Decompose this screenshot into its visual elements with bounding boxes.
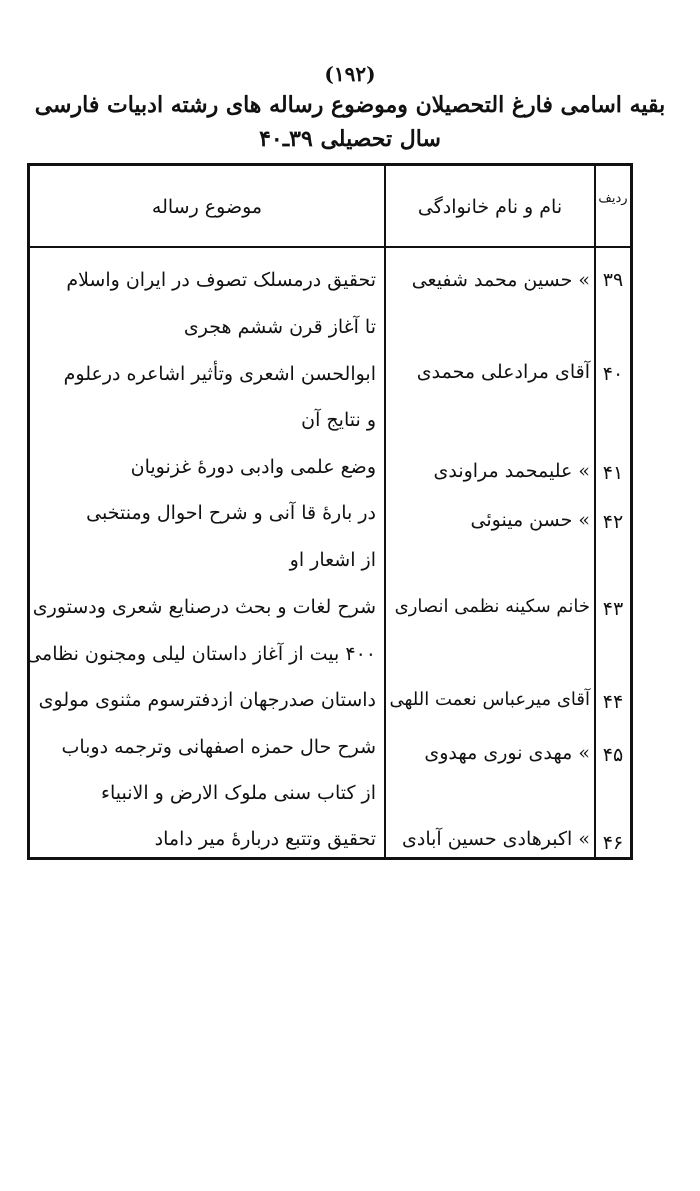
row-subject-line: و نتایج آن (301, 409, 376, 431)
page-number: (۱۹۲) (324, 62, 376, 86)
header-subject: موضوع رساله (151, 196, 263, 218)
row-subject-line: شرح حال حمزه اصفهانی وترجمه دوباب (61, 736, 376, 758)
row-number: ۴۱ (602, 462, 624, 484)
header-number: ردیف (598, 191, 628, 206)
row-number: ۴۰ (602, 363, 624, 385)
row-subject-line: ۴۰۰ بیت از آغاز داستان لیلی ومجنون نظامی (26, 643, 376, 665)
row-name: آقای میرعباس نعمت اللهی (389, 689, 590, 710)
row-subject-line: شرح لغات و بحث درصنایع شعری ودستوری (32, 596, 376, 618)
row-subject-line: ابوالحسن اشعری وتأثیر اشاعره درعلوم (63, 363, 376, 385)
row-subject-line: تا آغاز قرن ششم هجری (183, 316, 376, 338)
header-divider (30, 246, 630, 248)
row-name: » علیمحمد مراوندی (433, 460, 590, 482)
row-subject-line: تحقیق درمسلک تصوف در ایران واسلام (66, 269, 376, 291)
row-subject-line: از کتاب سنی ملوک الارض و الانبیاء (101, 782, 376, 804)
row-number: ۴۵ (602, 744, 624, 766)
row-name: آقای مرادعلی محمدی (416, 361, 590, 383)
row-subject-line: وضع علمی وادبی دورهٔ غزنویان (130, 456, 376, 478)
row-name: » حسن مینوئی (470, 509, 590, 531)
row-subject-line: از اشعار او (289, 549, 376, 571)
row-number: ۴۳ (602, 598, 624, 620)
row-subject-line: در بارهٔ قا آنی و شرح احوال ومنتخبی (86, 502, 376, 524)
row-subject-line: داستان صدرجهان ازدفترسوم مثنوی مولوی (38, 689, 376, 711)
row-subject-line: تحقیق وتتبع دربارهٔ میر داماد (154, 828, 376, 850)
row-name: خانم سکینه نظمی انصاری (394, 596, 590, 617)
row-number: ۴۲ (602, 511, 624, 533)
row-number: ۴۶ (602, 832, 624, 854)
header-name: نام و نام خانوادگی (417, 196, 563, 218)
graduates-table (27, 163, 633, 860)
row-number: ۳۹ (602, 269, 624, 291)
column-divider (384, 166, 386, 857)
row-number: ۴۴ (602, 691, 624, 713)
page-subtitle: سال تحصیلی ۳۹ـ۴۰ (259, 126, 441, 152)
row-name: » حسین محمد شفیعی (411, 269, 590, 291)
row-name: » اکبرهادی حسین آبادی (401, 828, 590, 850)
page-title: بقیه اسامی فارغ التحصیلان وموضوع رساله های رشته ادبیات فارسی (34, 92, 666, 118)
row-name: » مهدی نوری مهدوی (424, 742, 590, 764)
